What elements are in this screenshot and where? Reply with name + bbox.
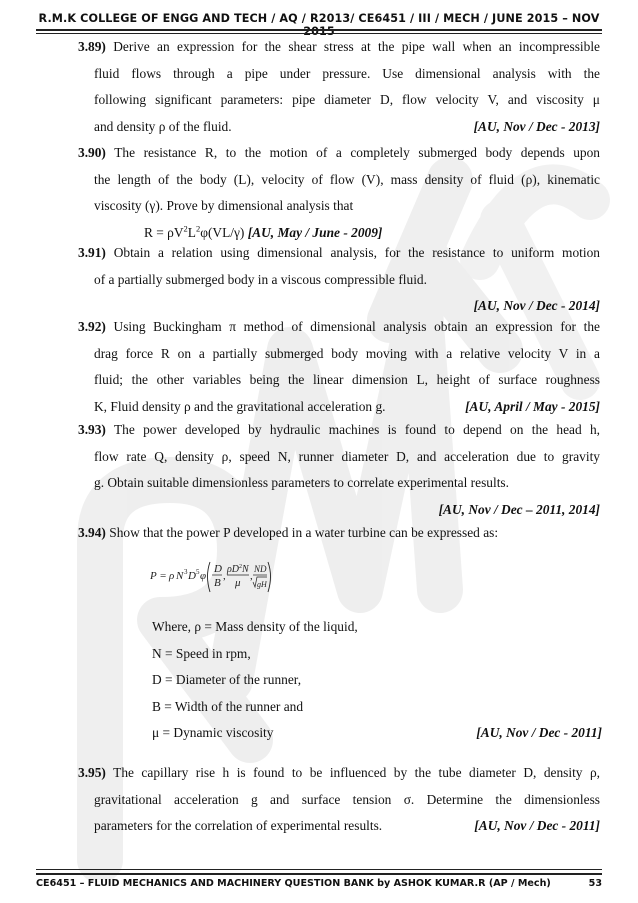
footer-rule [36,873,602,875]
question-text: the length of the body (L), velocity of flow (V), mass density of fluid (ρ), kinematic [94,171,600,187]
svg-text:N: N [176,570,184,582]
svg-text:D: D [214,563,222,575]
svg-text:ρD: ρD [227,564,240,575]
svg-text:3: 3 [184,568,188,576]
svg-text:N: N [242,564,249,575]
svg-text:ND: ND [254,564,267,574]
question-3-93 [78,417,600,523]
question-3-95 [78,760,600,840]
question-number: 3.95) [78,765,106,780]
exam-reference: [AU, Nov / Dec - 2011] [476,725,602,740]
header-rule [36,29,602,31]
variable-definitions [152,614,602,747]
definition-item: N = Speed in rpm, [152,645,251,661]
question-number: 3.94) [78,525,106,540]
page-footer [36,878,602,889]
definition-item: Where, ρ = Mass density of the liquid, [152,619,358,634]
question-text: The resistance R, to the motion of a completely submerged body depends upon [114,145,600,160]
exam-reference: [AU, Nov / Dec - 2013] [473,118,600,134]
question-text: flow rate Q, density ρ, speed N, runner diameter D, and acceleration due to gravity [94,448,600,464]
page-number: 53 [588,878,602,889]
exam-reference: [AU, Nov / Dec – 2011, 2014] [438,501,600,517]
question-text: The capillary rise h is found to be influenced by the tube diameter D, density ρ, [113,765,601,780]
question-number: 3.93) [78,422,106,437]
question-3-90 [78,140,600,246]
question-number: 3.92) [78,319,106,334]
question-number: 3.90) [78,145,106,160]
definition-item: μ = Dynamic viscosity [152,725,274,740]
svg-text:D: D [188,570,196,582]
svg-text:φ: φ [200,570,207,582]
question-text: fluid flows through a pipe under pressure. Use dimensional analysis with the [94,65,600,81]
question-3-92 [78,314,600,420]
exam-reference: [AU, Nov / Dec - 2011] [474,818,600,833]
question-text: K, Fluid density ρ and the gravitational acceleration g. [94,398,386,414]
question-3-91 [78,240,600,320]
footer-rule-thin [36,869,602,870]
footer-text: CE6451 – FLUID MECHANICS AND MACHINERY QUESTION BANK by ASHOK KUMAR.R (AP / Mech) [36,878,551,889]
question-text: fluid; the other variables being the linear dimension L, height of surface roughness [94,372,600,387]
question-text: Show that the power P developed in a water turbine can be expressed as: [109,525,499,540]
svg-text:gH: gH [257,580,267,589]
question-number: 3.91) [78,245,106,260]
exam-reference: [AU, May / June - 2009] [247,224,383,240]
question-text: Obtain a relation using dimensional analysis, for the resistance to uniform motion [113,245,600,260]
svg-text:,: , [250,570,253,582]
question-text: gravitational acceleration g and surface tension σ. Determine the dimensionless [94,791,600,807]
svg-text:5: 5 [196,568,200,576]
svg-text:,: , [223,570,226,582]
question-number: 3.89) [78,39,106,54]
page-header: R.M.K COLLEGE OF ENGG AND TECH / AQ / R2013/ CE6451 / III / MECH / JUNE 2015 – NOV 2015 [38,12,600,38]
svg-text:2: 2 [239,564,242,570]
question-3-94 [78,520,600,547]
question-3-89 [78,34,600,140]
question-text: viscosity (γ). Prove by dimensional analysis that [94,198,354,213]
question-text: following significant parameters: pipe diameter D, flow velocity V, and viscosity μ [94,92,600,107]
question-text: of a partially submerged body in a viscous compressible fluid. [94,271,427,287]
question-text: and density ρ of the fluid. [94,118,232,134]
exam-reference: [AU, Nov / Dec - 2014] [473,298,600,313]
exam-reference: [AU, April / May - 2015] [465,398,600,414]
definition-item: D = Diameter of the runner, [152,672,302,687]
question-text: g. Obtain suitable dimensionless parameters to correlate experimental results. [94,475,509,490]
svg-text:B: B [214,577,221,589]
svg-text:ρ: ρ [169,570,175,582]
svg-text:=: = [160,570,167,582]
question-text: drag force R on a partially submerged body moving with a relative velocity V in a [94,345,600,361]
question-text: Using Buckingham π method of dimensional analysis obtain an expression for the [113,319,600,334]
formula: $R = \rho V^2L^2\varphi(VL/\gamma)$ [144,223,245,240]
definition-item: B = Width of the runner and [152,698,304,714]
question-text: The power developed by hydraulic machines is found to depend on the head h, [113,422,600,437]
question-text: Derive an expression for the shear stress at the pipe wall when an incompressible [113,39,600,54]
svg-text:P: P [150,570,157,582]
turbine-power-equation [150,556,272,596]
svg-text:μ: μ [235,577,241,589]
question-text: parameters for the correlation of experimental results. [94,818,383,833]
